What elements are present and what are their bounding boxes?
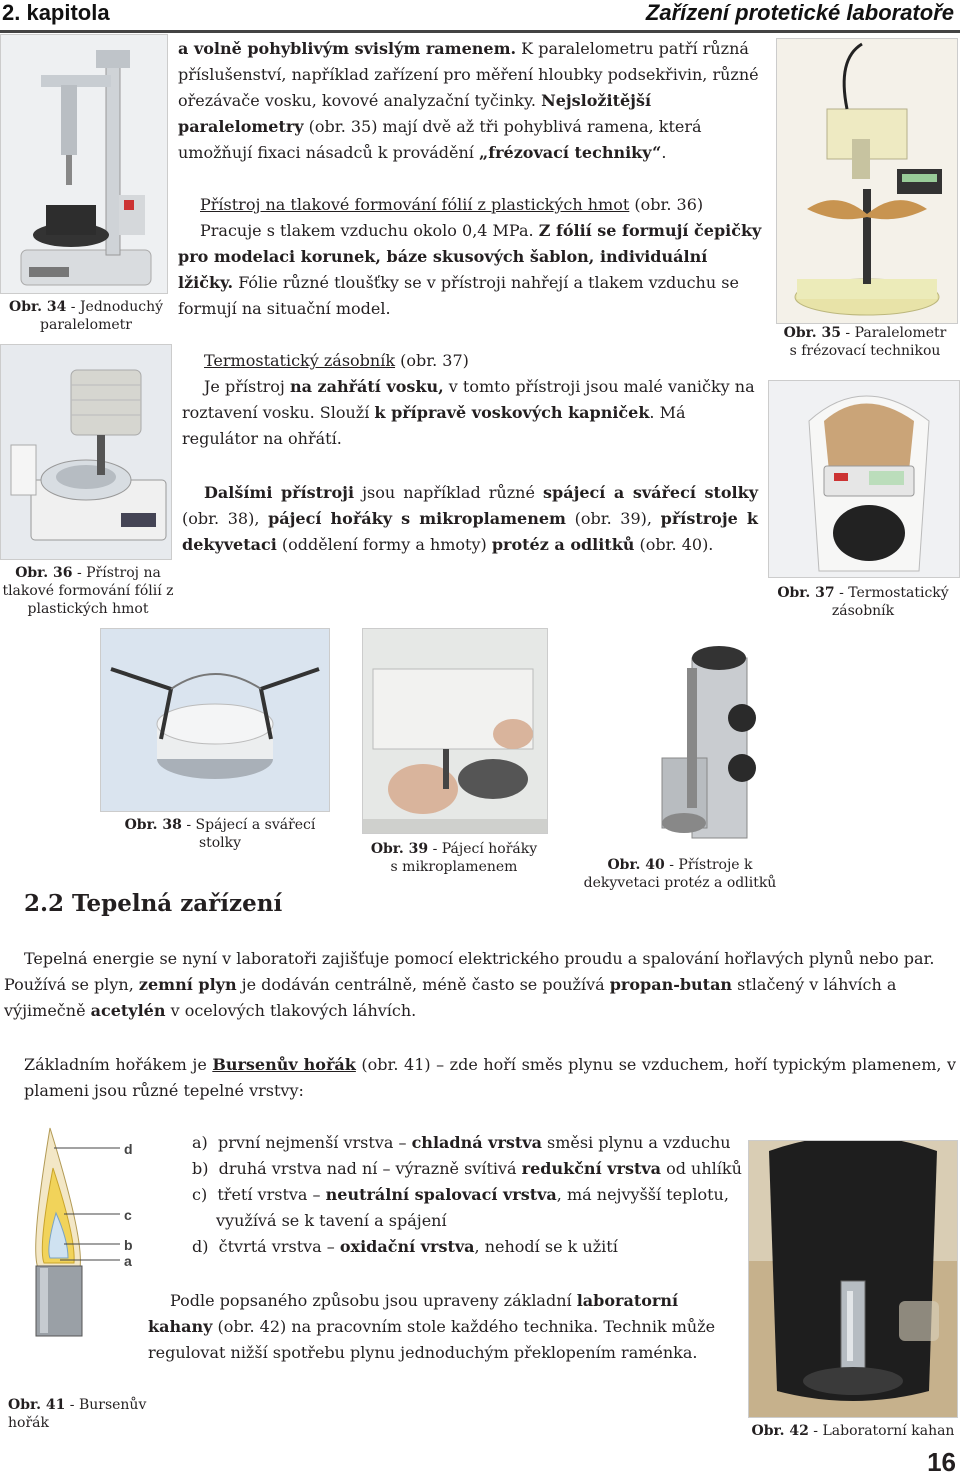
photo-pajeci-horaky <box>362 628 548 834</box>
zasobnik-illustration <box>769 381 959 577</box>
caption-obr-42: Obr. 42 - Laboratorní kahan <box>751 1423 955 1439</box>
burner-label-a: a <box>124 1253 132 1269</box>
photo-tlakove-formovani <box>0 344 172 560</box>
paragraph-tepelna-energie: Tepelná energie se nyní v laboratoři zajišťuje pomocí elektrického proudu a spalování hořlavých plynů nebo par. Používá se plyn, zemní plyn je dodáván centrálně, méně často se používá propan-butan stlačený v láhvích a výjimečně acetylén v ocelových tlakových láhvích. <box>4 949 935 1020</box>
caption-obr-37: Obr. 37 - Termostatický zásobník <box>777 585 949 619</box>
paragraph-laboratorni-kahany: Podle popsaného způsobu jsou upraveny základní laboratorní kahany (obr. 42) na pracovním stole každého technika. Technik může regulovat nižší spotřebu plynu jednoduchým překlopením raménka. <box>148 1291 716 1362</box>
chapter-label: 2. kapitola <box>2 0 110 25</box>
page-number: 16 <box>927 1447 956 1477</box>
caption-obr-34: Obr. 34 - Jednoduchý paralelometr <box>9 299 163 333</box>
paragraph-dalsi-pristroje: Dalšími přístroji jsou například různé spájecí a svářecí stolky (obr. 38), pájecí hořáky s mikroplamenem (obr. 39), přístroje k dekyvetaci (oddělení formy a hmoty) protéz a odlitků (obr. 40). <box>182 483 758 554</box>
burner-label-b: b <box>124 1237 133 1253</box>
dekyvetace-illustration <box>602 628 770 850</box>
paragraph-paralelometr: a volně pohyblivým svislým ramenem. K paralelometru patří různá příslušenství, například zařízení pro měření hloubky podsekřivin, různé ořezávače vosku, kovové analyzační tyčinky. Nejsložitější paralelometry (obr. 35) mají dvě až tři pohyblivá ramena, která umožňují fixaci násadců k provádění „frézovací techniky“. <box>178 39 759 162</box>
paragraph-tlakove-formovani: Přístroj na tlakové formování fólií z plastických hmot (obr. 36) Pracuje s tlakem vzduchu okolo 0,4 MPa. Z fólií se formují čepičky pro modelaci korunek, báze skusových šablon, individuální lžičky. Fólie různé tloušťky se v přístroji nahřejí a tlakem vzduchu se formují na situační model. <box>178 195 762 318</box>
list-item: b) druhá vrstva nad ní – výrazně svítivá redukční vrstva od uhlíků <box>192 1159 742 1178</box>
frezovaci-illustration <box>777 39 957 323</box>
header-rule <box>0 30 960 33</box>
photo-dekyvetace <box>602 628 770 850</box>
section-heading: 2.2 Tepelná zařízení <box>24 890 283 917</box>
caption-obr-39: Obr. 39 - Pájecí hořáky s mikroplamenem <box>370 841 538 875</box>
photo-spajeci-stolky <box>100 628 330 812</box>
photo-laboratorni-kahan <box>748 1140 958 1418</box>
paralelometr-illustration <box>1 35 167 293</box>
burner-label-d: d <box>124 1141 133 1157</box>
caption-obr-41: Obr. 41 - Bursenův hořák <box>8 1397 147 1431</box>
photo-termostaticky-zasobnik <box>768 380 960 578</box>
list-item: d) čtvrtá vrstva – oxidační vrstva, nehodí se k užití <box>192 1237 618 1256</box>
horaky-illustration <box>363 629 547 833</box>
caption-obr-40: Obr. 40 - Přístroje k dekyvetaci protéz a odlitků <box>583 857 777 891</box>
stolky-illustration <box>101 629 329 811</box>
kahan-illustration <box>749 1141 957 1417</box>
paragraph-bursenuv-horak: Základním hořákem je Bursenův hořák (obr. 41) – zde hoří směs plynu se vzduchem, hoří typickým plamenem, v plameni jsou různé tepelné vrstvy: <box>24 1055 957 1100</box>
photo-paralelometr <box>0 34 168 294</box>
paragraph-termostaticky: Termostatický zásobník (obr. 37) Je přístroj na zahřátí vosku, v tomto přístroji jsou malé vaničky na roztavení vosku. Slouží k přípravě voskových kapniček. Má regulátor na ohřátí. <box>182 351 755 448</box>
list-item: a) první nejmenší vrstva – chladná vrstva směsi plynu a vzduchu <box>192 1133 731 1152</box>
caption-obr-35: Obr. 35 - Paralelometr s frézovací technikou <box>783 325 947 359</box>
page-header-title: Zařízení protetické laboratoře <box>645 0 954 25</box>
caption-obr-36: Obr. 36 - Přístroj na tlakové formování fólií z plastických hmot <box>2 565 174 617</box>
list-item: c) třetí vrstva – neutrální spalovací vrstva, má nejvyšší teplotu, využívá se k tavení a spájení <box>192 1185 729 1230</box>
formovani-illustration <box>1 345 171 559</box>
photo-paralelometr-frezovaci <box>776 38 958 324</box>
caption-obr-38: Obr. 38 - Spájecí a svářecí stolky <box>124 817 316 851</box>
burner-label-c: c <box>124 1207 132 1223</box>
flame-layer-list <box>192 1130 752 1260</box>
